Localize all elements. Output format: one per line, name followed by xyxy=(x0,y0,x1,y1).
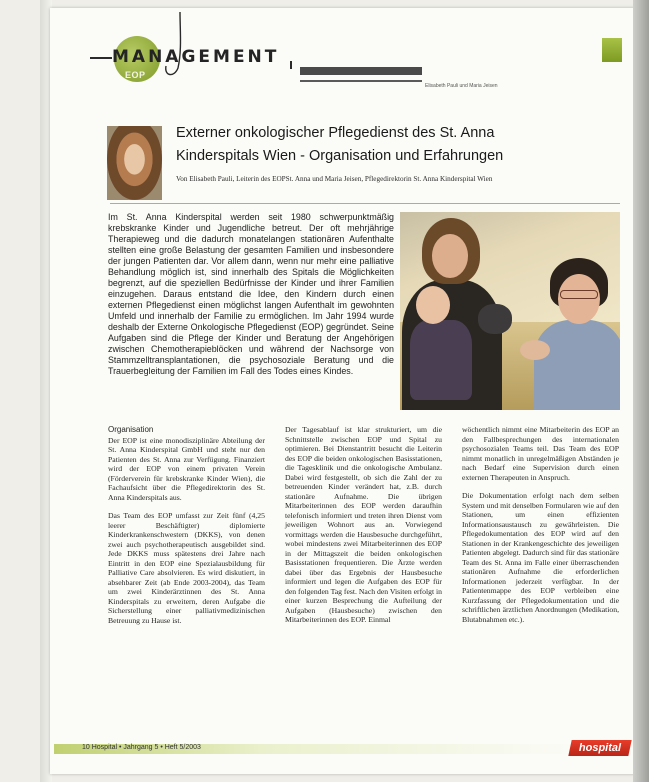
handwritten-stroke-icon xyxy=(160,10,194,80)
footer-page-info: 10 Hospital • Jahrgang 5 • Heft 5/2003 xyxy=(82,744,201,751)
column-paragraph: Das Team des EOP umfasst zur Zeit fünf (4,25 leerer Beschäftigter) diplomierte Kinderkrankenschwestern (DKKS), von denen zwei auch psychotherapeutisch ausgebildet sind. Jede DKKS muss spätestens drei Jahre nach Eintritt in den EOP eine Spezialausbildung für Palliative Care absolvieren. Es wird diskutiert, in absehbarer Zeit (ab Ende 2003-2004), das Team um zwei Kinderärztinnen des St. Anna Kinderspitals zu erweitern, deren Aufgabe die Sicherstellung einer palliativmedizinischen Betreuung zu Hause ist. xyxy=(108,511,265,625)
lead-paragraph: Im St. Anna Kinderspital werden seit 1980 schwerpunktmäßig krebskranke Kinder und Jugendliche betreut. Der oft mehrjährige Therapieweg und die dadurch monatelangen stationären Aufenthalte stellten eine große Belastung der gesamten Familien und insbesondere der jungen Patienten dar. Vor allem dann, wenn nur mehr eine palliative Behandlung möglich ist, sind innerhalb des Spitals die Möglichkeiten begrenzt, auf die speziellen Bedürfnisse der Kinder und ihrer Familien einzugehen. Daraus entstand die Idee, den Kindern durch einen externen Pflegedienst einen möglichst langen Aufenthalt im gewohnten Umfeld und innerhalb der Familie zu ermöglichen. Im Jahr 1994 wurde deshalb der Externe Onkologische Pflegedienst (EOP) gegründet. Seine Aufgaben sind die Pflege der Kinder und Beratung der Angehörigen zwischen Chemotherapieblöcken und während der Nachsorge von Stammzelltransplantationen, die psychosoziale Beratung und die Trauerbegleitung der Familien im Fall des Todes eines Kindes. xyxy=(108,212,394,376)
header-credit: Elisabeth Pauli und Maria Jeisen xyxy=(425,83,498,89)
section-label: MANAGEMENT xyxy=(112,47,280,67)
column-paragraph: Der EOP ist eine monodisziplinäre Abteilung der St. Anna Kinderspital GmbH und steht nur den Patienten des St. Anna zur Verfügung. Finanziert wird der EOP von einem privaten Verein (Förderverein für krebskranke Kinder Wien), die Fachaufsicht über die Pflegedirektorin des St. Anna Kinderspitals aus. xyxy=(108,435,265,502)
title-line-2: Kinderspitals Wien - Organisation und Erfahrungen xyxy=(176,148,504,164)
column-paragraph: wöchentlich nimmt eine Mitarbeiterin des EOP an den Fallbesprechungen des internationalen psychosozialen Teams teil. Das Team des EOP nimmt monatlich in unregelmäßigen Abständen je nach Bedarf eine Supervision durch einen externen Therapeuten in Anspruch. xyxy=(462,425,619,482)
article-photo xyxy=(400,212,620,410)
subheading-organisation: Organisation xyxy=(108,425,154,434)
column-paragraph: Die Dokumentation erfolgt nach dem selben System und mit denselben Formularen wie auf den Stationen, um einen effizienten Informationsaustausch zu gewährleisten. Die Pflegedokumentation des EOP wird auf den Stationen in der Krankengeschichte des jeweiligen Patienten abgelegt. Dadurch sind für das stationäre Team des St. Anna im Falle einer überraschenden stationären Aufnahme die erforderlichen Informationen jederzeit verfügbar. In der Patientenmappe des EOP verbleiben eine Kurzfassung der Pflegedokumentation und die schriftlichen ärztlichen Anordnungen (Medikation, Blutabnahmen etc.). xyxy=(462,491,619,624)
header-rule-left xyxy=(90,57,112,59)
header-bar-thin xyxy=(300,80,422,82)
header-bar xyxy=(300,67,422,75)
text-column-2 xyxy=(285,425,442,634)
header-tick xyxy=(290,61,292,69)
eop-logo-text: EOP xyxy=(125,70,146,80)
page-fold-right xyxy=(633,0,649,782)
author-photo xyxy=(107,126,162,200)
hospital-logo-text: hospital xyxy=(578,742,622,754)
article-byline: Von Elisabeth Pauli, Leiterin des EOPSt. Anna und Maria Jeisen, Pflegedirektorin St. Anna Kinderspital Wien xyxy=(176,175,493,183)
text-column-1 xyxy=(108,425,265,634)
text-column-3 xyxy=(462,425,619,633)
section-tab-icon xyxy=(602,38,622,62)
title-divider xyxy=(110,203,620,204)
article-title xyxy=(176,122,616,168)
hospital-logo xyxy=(568,740,631,756)
title-line-1: Externer onkologischer Pflegedienst des St. Anna xyxy=(176,125,495,141)
column-paragraph: Der Tagesablauf ist klar strukturiert, um die Schnittstelle zwischen EOP und Spital zu optimieren. Bei Dienstantritt besucht die Leiterin des EOP die beiden onkologischen Basisstationen, die Tagesklinik und die onkologische Ambulanz. Dabei wird festgestellt, ob sich die Zahl der zu betreuenden Kinder verändert hat, z.B. durch stationäre Aufnahme. Die übrigen Mitarbeiterinnen des EOP werden daraufhin telefonisch informiert und treten ihren Dienst vom jeweiligen Wohnort aus an. Vorwiegend vormittags werden die Hausbesuche durchgeführt, wobei mindestens zwei Mitarbeiterinnen des EOP in der Mittagszeit die beiden onkologischen Basisstationen frequentieren. Die Ärzte werden dabei über das Ergebnis der Hausbesuche informiert und legen die Aufgaben des EOP für den folgenden Tag fest. Nach den Visiten erfolgt in einer kurzen Besprechung die Aufteilung der Aufgaben (Hausbesuche) zwischen den Mitarbeiterinnen des EOP. Einmal xyxy=(285,425,442,624)
